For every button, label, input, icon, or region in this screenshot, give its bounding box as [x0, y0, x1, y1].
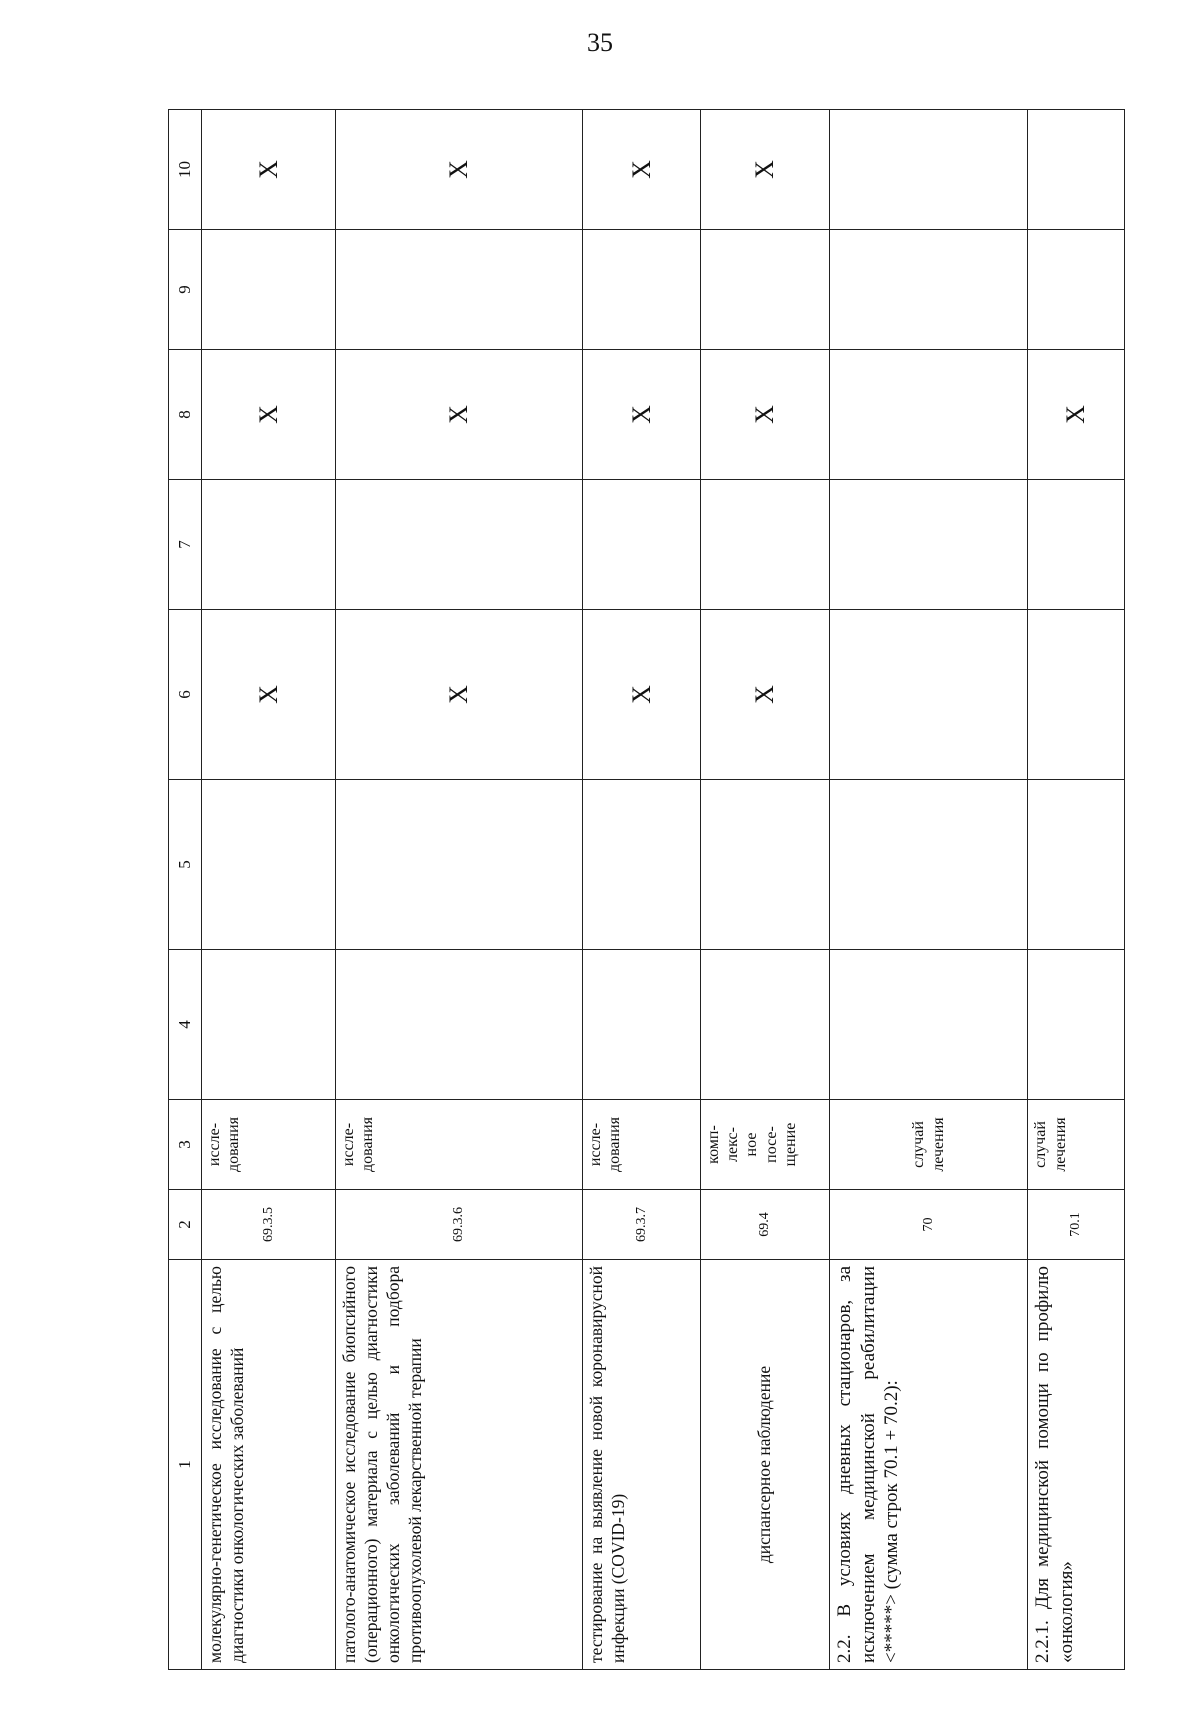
row-name: диспансерное наблюдение: [701, 1260, 830, 1670]
column-header: 1: [169, 1260, 202, 1670]
table-row: [583, 110, 701, 1670]
cell-col10: X: [202, 110, 336, 230]
cell-col9: [583, 230, 701, 350]
cell-col4: [583, 950, 701, 1100]
cell-col7: [1028, 480, 1125, 610]
table-row: [202, 110, 336, 1670]
column-header: 3: [169, 1100, 202, 1190]
row-name: молекулярно-генетическое исследование с целью диагностики онкологических заболеваний: [202, 1260, 336, 1670]
cell-col8: X: [583, 350, 701, 480]
column-header: 7: [169, 480, 202, 610]
column-header: 8: [169, 350, 202, 480]
cell-col8: X: [1028, 350, 1125, 480]
cell-col9: [202, 230, 336, 350]
cell-col8: X: [202, 350, 336, 480]
rotated-table-container: [168, 110, 1125, 1670]
cell-col7: [336, 480, 583, 610]
row-unit: случай лечения: [1028, 1100, 1125, 1190]
column-header: 10: [169, 110, 202, 230]
cell-col6: X: [336, 610, 583, 780]
cell-col6: X: [583, 610, 701, 780]
cell-col4: [1028, 950, 1125, 1100]
row-name: патолого-анатомическое исследование биопсийного (операционного) материала с целью диагностики онкологических заболеваний и подбора противоопухолевой лекарственной терапии: [336, 1260, 583, 1670]
cell-col5: [1028, 780, 1125, 950]
cell-col6: [829, 610, 1028, 780]
cell-col5: [829, 780, 1028, 950]
row-unit: иссле- дования: [336, 1100, 583, 1190]
data-table: [168, 109, 1125, 1670]
row-unit: иссле- дования: [583, 1100, 701, 1190]
cell-col9: [829, 230, 1028, 350]
table-row: [829, 110, 1028, 1670]
cell-col6: X: [202, 610, 336, 780]
column-header: 6: [169, 610, 202, 780]
cell-col10: X: [701, 110, 830, 230]
cell-col8: X: [701, 350, 830, 480]
cell-col10: [829, 110, 1028, 230]
cell-col4: [336, 950, 583, 1100]
row-name: тестирование на выявление новой коронавирусной инфекции (COVID-19): [583, 1260, 701, 1670]
column-header: 2: [169, 1190, 202, 1260]
column-header: 4: [169, 950, 202, 1100]
cell-col4: [701, 950, 830, 1100]
cell-col6: [1028, 610, 1125, 780]
row-name: 2.2. В условиях дневных стационаров, за исключением медицинской реабилитации <*****> (сумма строк 70.1 + 70.2):: [829, 1260, 1028, 1670]
cell-col8: [829, 350, 1028, 480]
cell-col4: [202, 950, 336, 1100]
row-code: 69.3.6: [336, 1190, 583, 1260]
cell-col7: [583, 480, 701, 610]
cell-col5: [583, 780, 701, 950]
row-code: 70: [829, 1190, 1028, 1260]
row-unit: комп- лекс- ное посе- щение: [701, 1100, 830, 1190]
cell-col7: [829, 480, 1028, 610]
cell-col8: X: [336, 350, 583, 480]
column-header: 5: [169, 780, 202, 950]
row-code: 69.3.7: [583, 1190, 701, 1260]
column-header: 9: [169, 230, 202, 350]
cell-col7: [202, 480, 336, 610]
page-number: 35: [587, 28, 613, 57]
header-row: [169, 110, 202, 1670]
cell-col5: [701, 780, 830, 950]
cell-col5: [336, 780, 583, 950]
row-unit: случай лечения: [829, 1100, 1028, 1190]
cell-col6: X: [701, 610, 830, 780]
cell-col9: [336, 230, 583, 350]
cell-col10: [1028, 110, 1125, 230]
row-code: 69.4: [701, 1190, 830, 1260]
cell-col5: [202, 780, 336, 950]
table-row: [1028, 110, 1125, 1670]
cell-col10: X: [336, 110, 583, 230]
cell-col4: [829, 950, 1028, 1100]
row-code: 69.3.5: [202, 1190, 336, 1260]
cell-col9: [701, 230, 830, 350]
table-row: [701, 110, 830, 1670]
table-row: [336, 110, 583, 1670]
row-code: 70.1: [1028, 1190, 1125, 1260]
cell-col9: [1028, 230, 1125, 350]
cell-col10: X: [583, 110, 701, 230]
cell-col7: [701, 480, 830, 610]
row-unit: иссле- дования: [202, 1100, 336, 1190]
row-name: 2.2.1. Для медицинской помощи по профилю «онкология»: [1028, 1260, 1125, 1670]
